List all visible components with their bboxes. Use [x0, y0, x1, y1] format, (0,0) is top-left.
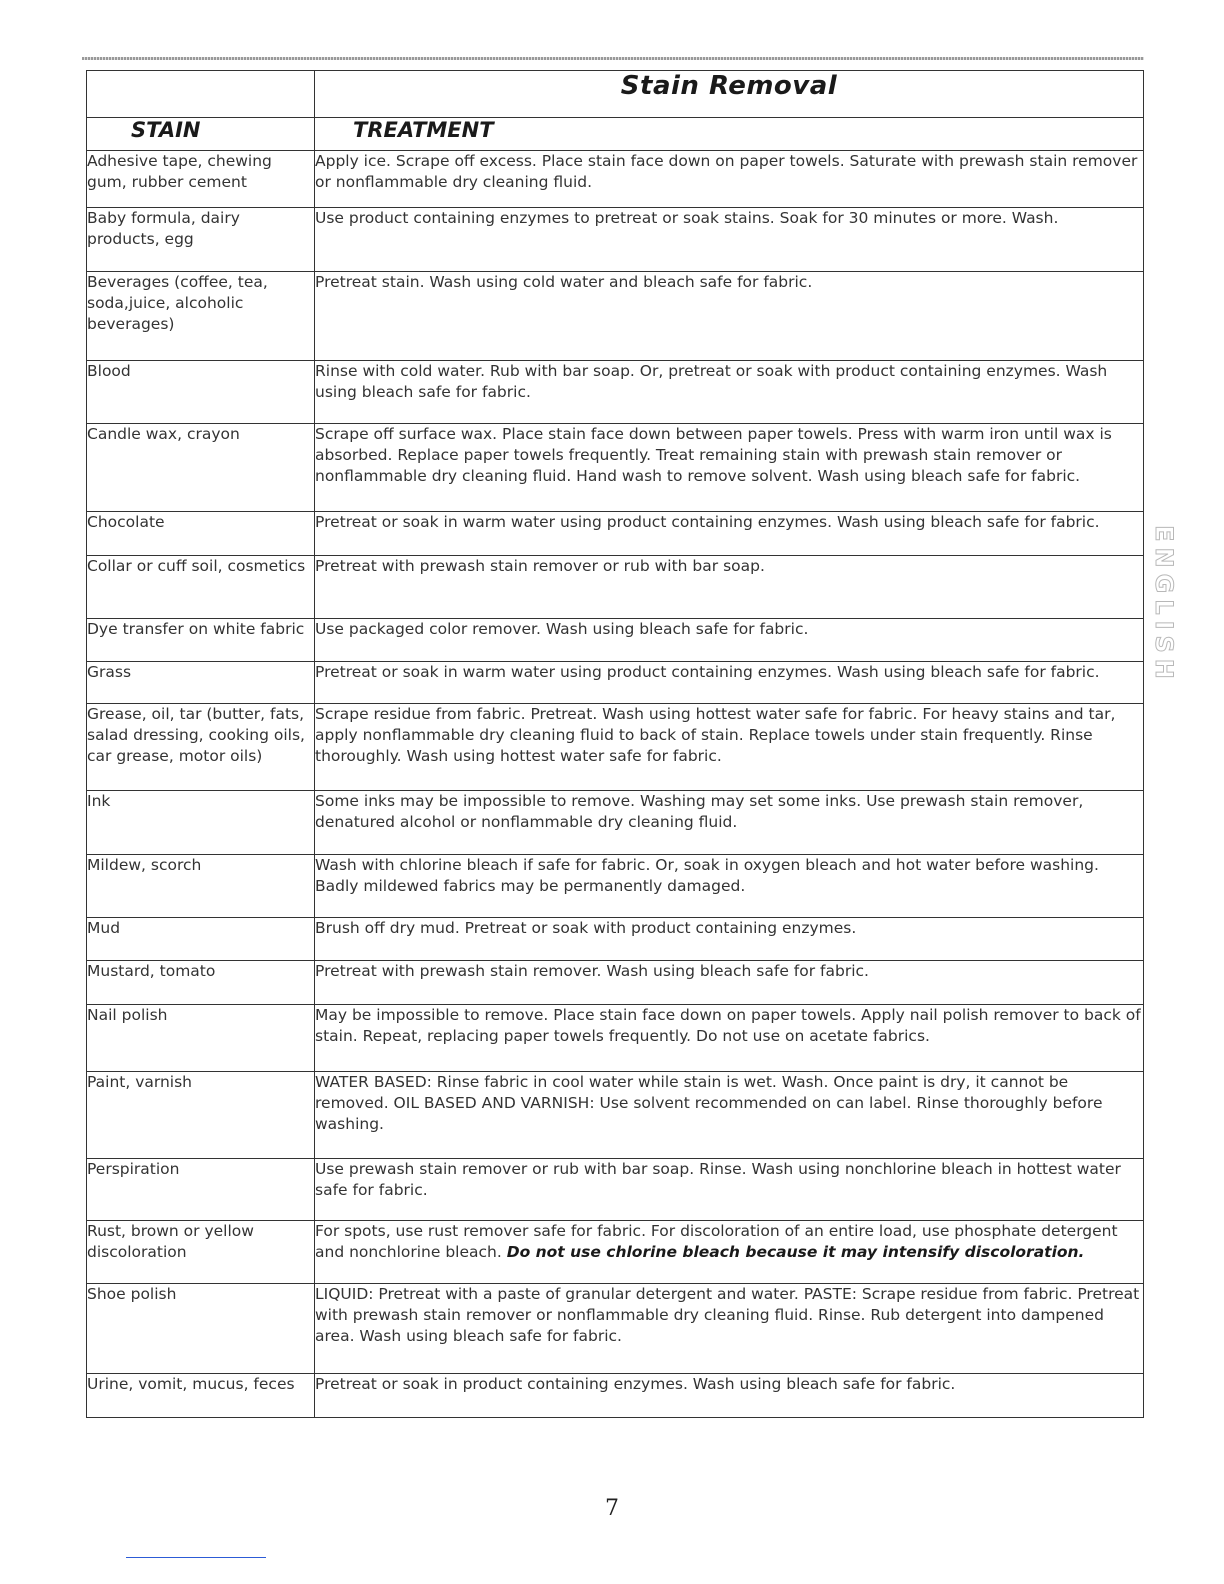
stain-name: Mustard, tomato: [87, 961, 315, 1005]
treatment-text: [315, 361, 1144, 424]
treatment-text: [315, 1159, 1144, 1221]
stain-name: Blood: [87, 361, 315, 424]
table-row: [87, 361, 1144, 424]
table-row: [87, 662, 1144, 704]
stain-name: Ink: [87, 791, 315, 855]
language-label: ENGLISH: [1150, 525, 1178, 685]
language-side-tab: [1150, 525, 1178, 685]
stain-name: Dye transfer on white fabric: [87, 619, 315, 662]
table-row: [87, 151, 1144, 208]
treatment-text: [315, 1374, 1144, 1418]
treatment-text: [315, 1005, 1144, 1072]
stain-name: Adhesive tape, chewing gum, rubber cement: [87, 151, 315, 208]
treatment-text: [315, 1221, 1144, 1284]
table-row: [87, 272, 1144, 361]
stain-name: Candle wax, crayon: [87, 424, 315, 512]
table-row: [87, 424, 1144, 512]
treatment-body: Some inks may be impossible to remove. Washing may set some inks. Use prewash stain remover, denatured alcohol or nonflammable dry cleaning fluid.: [315, 792, 1084, 831]
table-row: [87, 918, 1144, 961]
title-row: [87, 71, 1144, 118]
table-row: [87, 1374, 1144, 1418]
treatment-body: Apply ice. Scrape off excess. Place stain face down on paper towels. Saturate with prewash stain remover or nonflammable dry cleaning fluid.: [315, 152, 1138, 191]
treatment-column-header: TREATMENT: [315, 118, 1144, 151]
treatment-body: Use product containing enzymes to pretreat or soak stains. Soak for 30 minutes or more. Wash.: [315, 209, 1059, 227]
treatment-body: WATER BASED: Rinse fabric in cool water while stain is wet. Wash. Once paint is dry, it cannot be removed. OIL BASED AND VARNISH: Use solvent recommended on can label. Rinse thoroughly before washing.: [315, 1073, 1103, 1133]
treatment-text: [315, 619, 1144, 662]
table-row: [87, 619, 1144, 662]
stain-name: Collar or cuff soil, cosmetics: [87, 556, 315, 619]
treatment-text: [315, 272, 1144, 361]
treatment-body: Wash with chlorine bleach if safe for fabric. Or, soak in oxygen bleach and hot water before washing. Badly mildewed fabrics may be permanently damaged.: [315, 856, 1099, 895]
treatment-text: [315, 855, 1144, 918]
treatment-text: [315, 662, 1144, 704]
stain-name: Paint, varnish: [87, 1072, 315, 1159]
bottom-link-rule: [126, 1557, 266, 1558]
table-row: [87, 1072, 1144, 1159]
treatment-text: [315, 918, 1144, 961]
top-dotted-rule: [82, 57, 1144, 60]
table-row: [87, 961, 1144, 1005]
stain-name: Nail polish: [87, 1005, 315, 1072]
treatment-body: LIQUID: Pretreat with a paste of granular detergent and water. PASTE: Scrape residue from fabric. Pretreat with prewash stain remover or nonflammable dry cleaning fluid. Rinse. Rub detergent into dampened area. Wash using bleach safe for fabric.: [315, 1285, 1140, 1345]
treatment-body: Use packaged color remover. Wash using bleach safe for fabric.: [315, 620, 809, 638]
stain-name: Urine, vomit, mucus, feces: [87, 1374, 315, 1418]
stain-name: Beverages (coffee, tea, soda,juice, alcoholic beverages): [87, 272, 315, 361]
stain-name: Mildew, scorch: [87, 855, 315, 918]
treatment-body: Pretreat or soak in warm water using product containing enzymes. Wash using bleach safe for fabric.: [315, 513, 1100, 531]
table-row: [87, 556, 1144, 619]
treatment-body: Scrape residue from fabric. Pretreat. Wash using hottest water safe for fabric. For heavy stains and tar, apply nonflammable dry cleaning fluid to back of stain. Replace towels under stain frequently. Rinse thoroughly. Wash using hottest water safe for fabric.: [315, 705, 1116, 765]
treatment-text: [315, 1072, 1144, 1159]
table-row: [87, 512, 1144, 556]
treatment-body: Pretreat with prewash stain remover or rub with bar soap.: [315, 557, 765, 575]
page-number: 7: [605, 1496, 619, 1521]
stain-name: Mud: [87, 918, 315, 961]
stain-name: Grease, oil, tar (butter, fats, salad dressing, cooking oils, car grease, motor oils): [87, 704, 315, 791]
page-title: Stain Removal: [315, 71, 1144, 118]
header-row: [87, 118, 1144, 151]
table-row: [87, 855, 1144, 918]
treatment-body: Rinse with cold water. Rub with bar soap. Or, pretreat or soak with product containing enzymes. Wash using bleach safe for fabric.: [315, 362, 1108, 401]
stain-name: Chocolate: [87, 512, 315, 556]
table-row: [87, 1005, 1144, 1072]
treatment-body: Brush off dry mud. Pretreat or soak with product containing enzymes.: [315, 919, 857, 937]
treatment-text: [315, 1284, 1144, 1374]
treatment-warning: Do not use chlorine bleach because it may intensify discoloration.: [506, 1243, 1085, 1261]
treatment-body: Use prewash stain remover or rub with bar soap. Rinse. Wash using nonchlorine bleach in hottest water safe for fabric.: [315, 1160, 1121, 1199]
treatment-body: For spots, use rust remover safe for fabric. For discoloration of an entire load, use phosphate detergent and nonchlorine bleach.: [315, 1222, 1118, 1261]
treatment-text: [315, 151, 1144, 208]
treatment-body: Pretreat stain. Wash using cold water and bleach safe for fabric.: [315, 273, 813, 291]
stain-name: Perspiration: [87, 1159, 315, 1221]
treatment-body: Pretreat or soak in warm water using product containing enzymes. Wash using bleach safe for fabric.: [315, 663, 1100, 681]
stain-removal-table: [86, 70, 1144, 1418]
treatment-text: [315, 208, 1144, 272]
stain-name: Rust, brown or yellow discoloration: [87, 1221, 315, 1284]
title-blank-cell: [87, 71, 315, 118]
treatment-text: [315, 961, 1144, 1005]
treatment-text: [315, 704, 1144, 791]
table-row: [87, 1221, 1144, 1284]
table-row: [87, 791, 1144, 855]
table-row: [87, 704, 1144, 791]
treatment-body: Pretreat or soak in product containing enzymes. Wash using bleach safe for fabric.: [315, 1375, 956, 1393]
treatment-body: May be impossible to remove. Place stain face down on paper towels. Apply nail polish remover to back of stain. Repeat, replacing paper towels frequently. Do not use on acetate fabrics.: [315, 1006, 1141, 1045]
treatment-body: Pretreat with prewash stain remover. Wash using bleach safe for fabric.: [315, 962, 869, 980]
stain-name: Baby formula, dairy products, egg: [87, 208, 315, 272]
treatment-text: [315, 512, 1144, 556]
table-row: [87, 208, 1144, 272]
treatment-text: [315, 791, 1144, 855]
table-row: [87, 1284, 1144, 1374]
treatment-body: Scrape off surface wax. Place stain face down between paper towels. Press with warm iron until wax is absorbed. Replace paper towels frequently. Treat remaining stain with prewash stain remover or nonflammable dry cleaning fluid. Hand wash to remove solvent. Wash using bleach safe for fabric.: [315, 425, 1112, 485]
stain-name: Grass: [87, 662, 315, 704]
treatment-text: [315, 556, 1144, 619]
stain-name: Shoe polish: [87, 1284, 315, 1374]
table-row: [87, 1159, 1144, 1221]
stain-column-header: STAIN: [87, 118, 315, 151]
treatment-text: [315, 424, 1144, 512]
